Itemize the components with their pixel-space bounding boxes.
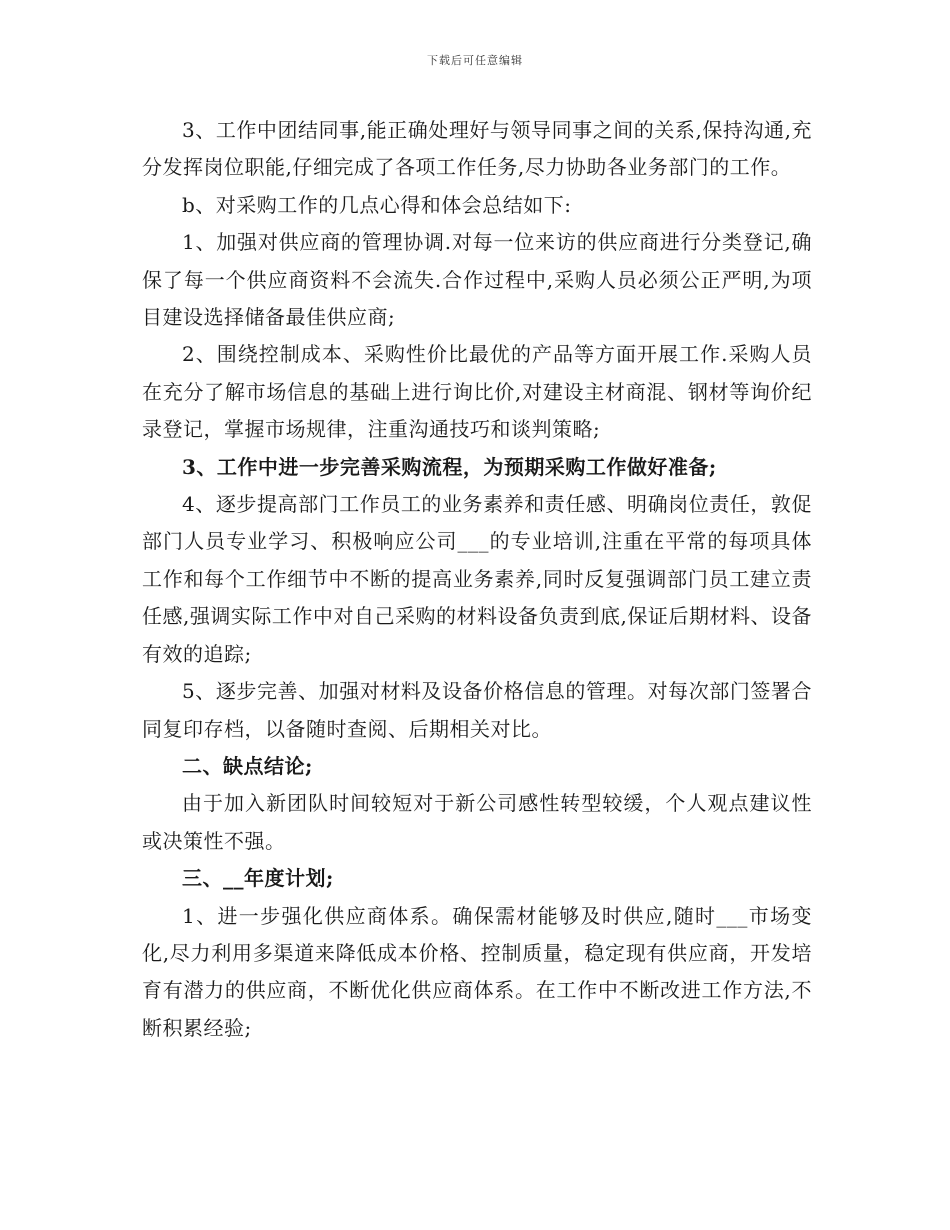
paragraph-price-info: 5、逐步完善、加强对材料及设备价格信息的管理。对每次部门签署合同复印存档，以备随时查阅、后期相关对比。 [142,679,812,741]
paragraph-staff-training: 4、逐步提高部门工作员工的业务素养和责任感、明确岗位责任，敦促部门人员专业学习、积极响应公司___的专业培训,注重在平常的每项具体工作和每个工作细节中不断的提高业务素养,同时反复强调部门员工建立责任感,强调实际工作中对自己采购的材料设备负责到底,保证后期材料、设备有效的追踪; [142,492,812,666]
paragraph-supplier-system: 1、进一步强化供应商体系。确保需材能够及时供应,随时___市场变化,尽力利用多渠道来降低成本价格、控制质量，稳定现有供应商，开发培育有潜力的供应商，不断优化供应商体系。在工作中不断改进工作方法,不断积累经验; [142,903,812,1040]
paragraph-shortcomings: 由于加入新团队时间较短对于新公司感性转型较缓，个人观点建议性或决策性不强。 [142,791,812,853]
paragraph-process-improvement: 3、工作中进一步完善采购流程，为预期采购工作做好准备; [182,454,717,479]
paragraph-cost-control: 2、围绕控制成本、采购性价比最优的产品等方面开展工作.采购人员在充分了解市场信息的基础上进行询比价,对建设主材商混、钢材等询价纪录登记，掌握市场规律，注重沟通技巧和谈判策略; [142,342,812,442]
document-body [142,112,812,1047]
paragraph-teamwork: 3、工作中团结同事,能正确处理好与领导同事之间的关系,保持沟通,充分发挥岗位职能,仔细完成了各项工作任务,尽力协助各业务部门的工作。 [142,118,812,180]
paragraph-supplier-management: 1、加强对供应商的管理协调.对每一位来访的供应商进行分类登记,确保了每一个供应商资料不会流失.合作过程中,采购人员必须公正严明,为项目建设选择储备最佳供应商; [142,230,812,330]
heading-annual-plan: 三、__年度计划; [182,866,334,891]
page-header: 下载后可任意编辑 [427,54,523,67]
paragraph-experience-intro: b、对采购工作的几点心得和体会总结如下: [182,192,572,217]
heading-shortcomings: 二、缺点结论; [182,753,313,778]
